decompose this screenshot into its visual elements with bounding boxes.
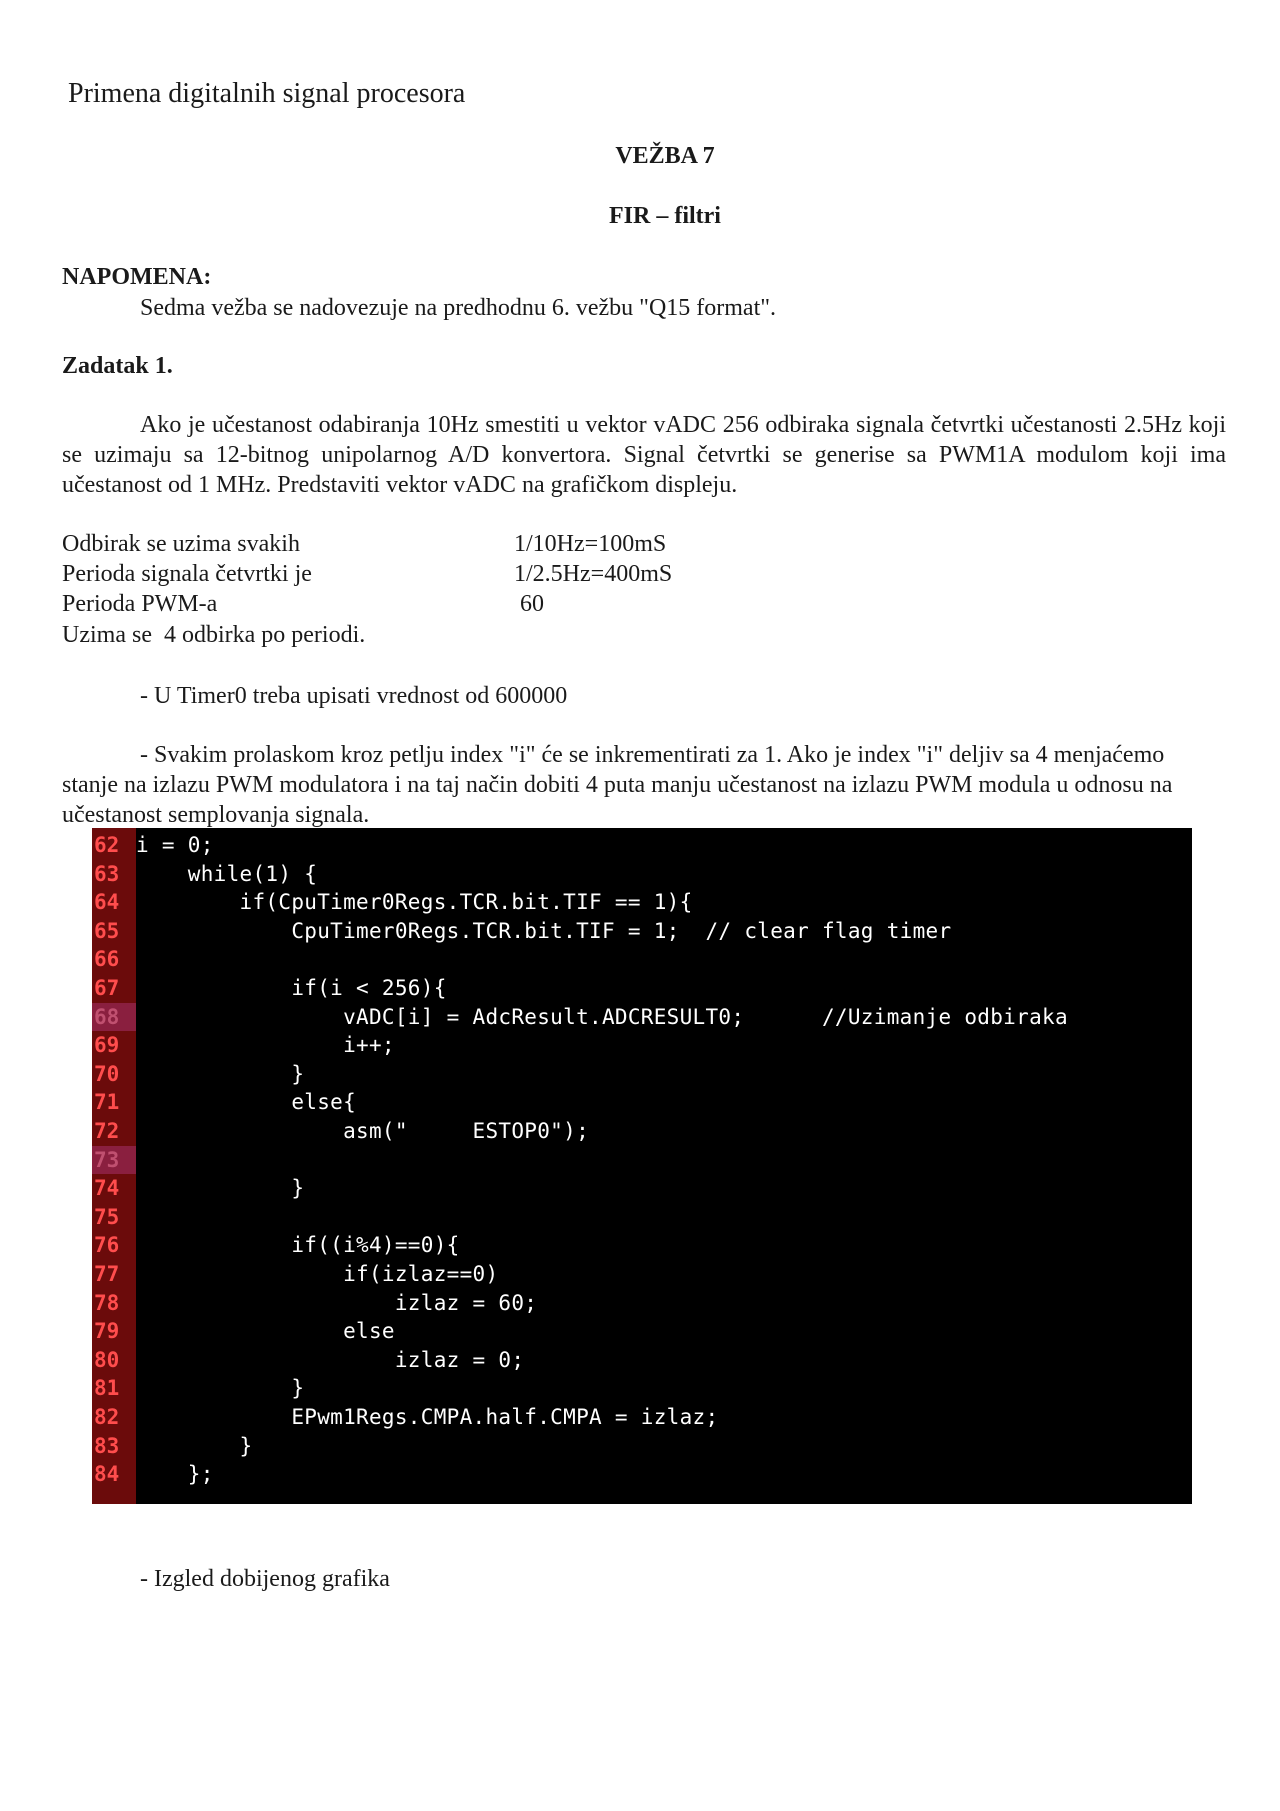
code-line: }: [136, 1061, 305, 1086]
line-number: 68: [92, 1003, 136, 1032]
param-value: 1/10Hz=100mS: [514, 531, 667, 557]
line-number: 62: [94, 833, 120, 857]
line-number: 82: [94, 1405, 120, 1429]
param-row: [62, 531, 666, 558]
code-line: else: [136, 1319, 395, 1344]
line-number-gutter: [92, 828, 136, 1504]
code-line: while(1) {: [136, 861, 318, 886]
code-line: else{: [136, 1090, 357, 1115]
timer-note: - U Timer0 treba upisati vrednost od 600000: [140, 683, 568, 709]
line-number: 80: [94, 1347, 120, 1372]
param-label: Perioda PWM-a: [62, 591, 218, 617]
code-line: }: [136, 1376, 305, 1401]
line-number: 73: [92, 1146, 136, 1175]
line-number: 65: [94, 918, 120, 943]
line-number: 63: [94, 861, 120, 886]
code-line: EPwm1Regs.CMPA.half.CMPA = izlaz;: [136, 1405, 719, 1429]
line-number: 66: [94, 947, 120, 972]
code-editor-area: [136, 828, 1192, 1504]
param-value: 1/2.5Hz=400mS: [514, 561, 673, 587]
line-number: 74: [94, 1176, 120, 1201]
code-line: };: [136, 1462, 214, 1487]
code-line: }: [136, 1433, 253, 1458]
line-number: 76: [94, 1233, 120, 1258]
code-line: vADC[i] = AdcResult.ADCRESULT0; //Uzimanje odbiraka: [136, 1004, 1068, 1029]
page-title: VEŽBA 7: [615, 143, 715, 169]
param-row: [62, 561, 672, 588]
code-line: }: [136, 1176, 305, 1201]
line-number: 84: [94, 1462, 120, 1487]
line-number: 71: [94, 1090, 120, 1115]
task-paragraph: Ako je učestanost odabiranja 10Hz smestiti u vektor vADC 256 odbiraka signala četvrtki učestanosti 2.5Hz koji se uzimaju sa 12-bitnog unipolarnog A/D konvertora. Signal četvrtki se generise sa PWM1A modulom koji ima učestanost od 1 MHz. Predstaviti vektor vADC na grafičkom displeju.: [62, 412, 1226, 498]
line-number: 81: [94, 1376, 120, 1401]
line-number: 70: [94, 1061, 120, 1086]
task-heading: Zadatak 1.: [62, 353, 173, 379]
code-line: asm(" ESTOP0");: [136, 1119, 590, 1143]
param-row: [62, 591, 544, 618]
code-line: izlaz = 0;: [136, 1347, 525, 1372]
line-number: 79: [94, 1319, 120, 1344]
note-text: Sedma vežba se nadovezuje na predhodnu 6. vežbu "Q15 format".: [140, 295, 777, 321]
note-heading: NAPOMENA:: [62, 264, 212, 290]
code-line: if(i < 256){: [136, 976, 447, 1000]
code-line: if(izlaz==0): [136, 1262, 499, 1286]
code-line: if((i%4)==0){: [136, 1233, 460, 1258]
code-line: CpuTimer0Regs.TCR.bit.TIF = 1; // clear flag timer: [136, 918, 952, 943]
code-line: i++;: [136, 1033, 395, 1058]
page-subtitle: FIR – filtri: [609, 203, 721, 229]
line-number: 77: [94, 1262, 120, 1286]
line-number: 72: [94, 1119, 120, 1143]
line-number: 67: [94, 976, 120, 1000]
line-number: 64: [94, 890, 120, 915]
param-label: Perioda signala četvrtki je: [62, 561, 312, 587]
param-label: Odbirak se uzima svakih: [62, 531, 300, 557]
param-value: 60: [514, 591, 544, 617]
line-number: 78: [94, 1290, 120, 1315]
code-line: if(CpuTimer0Regs.TCR.bit.TIF == 1){: [136, 890, 693, 915]
loop-note: - Svakim prolaskom kroz petlju index "i" će se inkrementirati za 1. Ako je index "i" deljiv sa 4 menjaćemo stanje na izlazu PWM modulatora i na taj način dobiti 4 puta manju učestanost na izlazu PWM modula u odnosu na učestanost semplovanja signala.: [62, 742, 1173, 828]
code-line: izlaz = 60;: [136, 1290, 538, 1315]
line-number: 83: [94, 1433, 120, 1458]
line-number: 69: [94, 1033, 120, 1058]
samples-note: Uzima se 4 odbirka po periodi.: [62, 622, 366, 648]
line-number: 75: [94, 1204, 120, 1229]
graph-note: - Izgled dobijenog grafika: [140, 1566, 390, 1592]
code-screenshot: [92, 828, 1192, 1504]
code-line: i = 0;: [136, 833, 214, 857]
document-header: Primena digitalnih signal procesora: [68, 78, 466, 109]
